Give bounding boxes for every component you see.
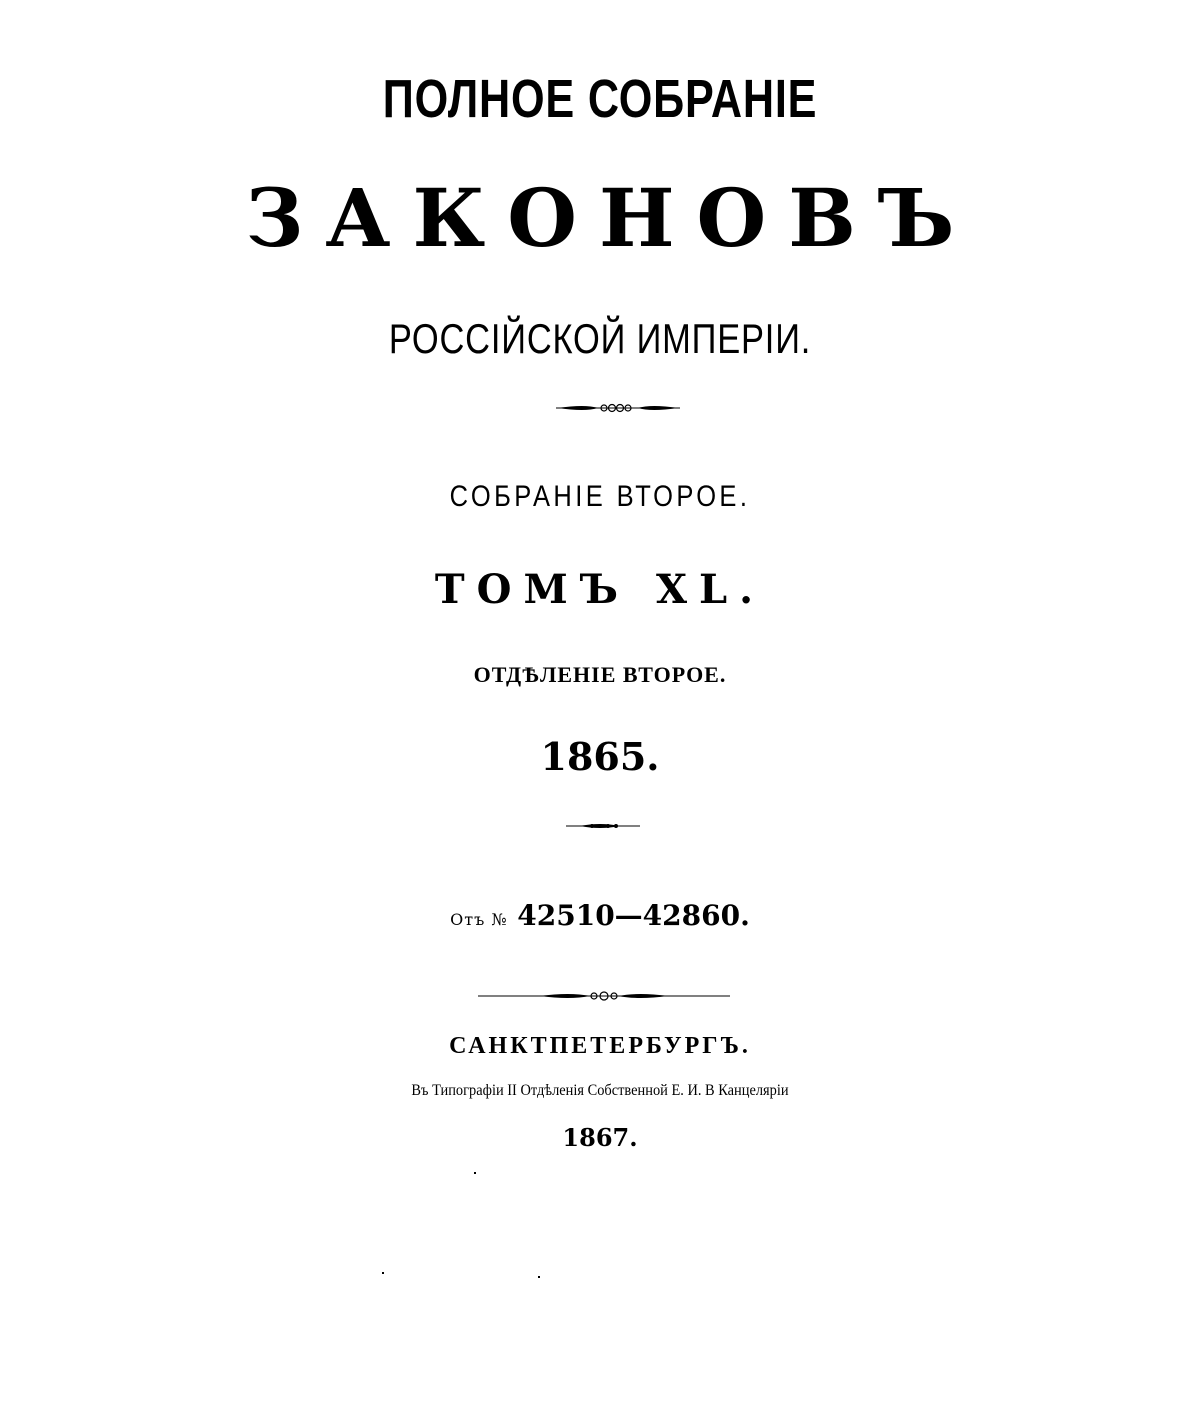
volume-label: ТОМЪ XL. <box>434 566 766 613</box>
year-label: 1865. <box>540 734 660 779</box>
city-label: САНКТПЕТЕРБУРГЪ. <box>449 1033 751 1059</box>
ornament-divider-2 <box>566 824 640 828</box>
title-line-3: РОССІЙСКОЙ ИМПЕРІИ. <box>388 315 812 362</box>
range-prefix: Отъ № <box>450 910 508 929</box>
ornament-divider-1 <box>556 405 680 412</box>
printer-label: Въ Типографіи II Отдѣленія Собственной Е. И. В Канцеляріи <box>411 1082 789 1099</box>
section-label: ОТДѢЛЕНІЕ ВТОРОЕ. <box>473 662 727 687</box>
scan-speck <box>538 1276 540 1278</box>
law-number-range <box>0 899 1200 932</box>
range-numbers: 42510—42860. <box>517 899 750 932</box>
ornament-divider-3 <box>478 992 730 1000</box>
title-line-2: ЗАКОНОВЪ <box>245 171 977 265</box>
collection-label: СОБРАНІЕ ВТОРОЕ. <box>449 480 751 513</box>
title-line-1: ПОЛНОЕ СОБРАНІЕ <box>382 69 818 129</box>
print-year-label: 1867. <box>562 1123 638 1152</box>
scan-speck <box>474 1172 476 1174</box>
scan-speck <box>382 1272 384 1274</box>
